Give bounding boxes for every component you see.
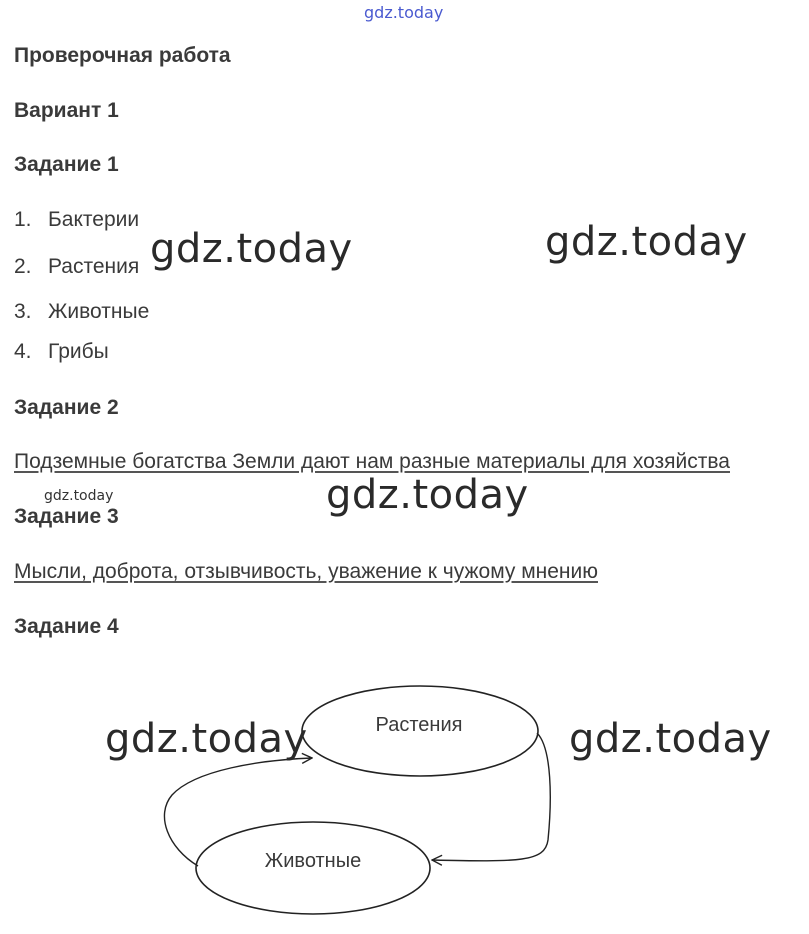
list-item-number: 2. <box>14 255 32 278</box>
task3-answer: Мысли, доброта, отзывчивость, уважение к чужому мнению <box>14 560 598 583</box>
task1-heading: Задание 1 <box>14 153 119 176</box>
node-label-plants: Растения <box>375 714 463 736</box>
watermark-top: gdz.today <box>364 3 444 22</box>
task3-heading: Задание 3 <box>14 505 119 528</box>
node-label-animals: Животные <box>264 850 362 872</box>
task2-answer: Подземные богатства Земли дают нам разные материалы для хозяйства <box>14 450 730 473</box>
list-item-text: Бактерии <box>48 208 140 231</box>
task4-heading: Задание 4 <box>14 615 119 638</box>
watermark-large: gdz.today <box>326 472 529 518</box>
page-title: Проверочная работа <box>14 44 231 67</box>
list-item-text: Животные <box>48 300 150 323</box>
watermark-large: gdz.today <box>545 219 748 265</box>
watermark-large: gdz.today <box>569 716 772 762</box>
list-item-text: Растения <box>48 255 140 278</box>
arrow-plants-to-animals <box>432 733 550 861</box>
watermark-large: gdz.today <box>150 226 353 272</box>
task2-heading: Задание 2 <box>14 396 119 419</box>
list-item-number: 4. <box>14 340 32 363</box>
list-item-number: 3. <box>14 300 32 323</box>
watermark-large: gdz.today <box>105 716 308 762</box>
list-item-number: 1. <box>14 208 32 231</box>
watermark-small: gdz.today <box>44 488 114 504</box>
list-item-text: Грибы <box>48 340 109 363</box>
variant-heading: Вариант 1 <box>14 99 119 122</box>
